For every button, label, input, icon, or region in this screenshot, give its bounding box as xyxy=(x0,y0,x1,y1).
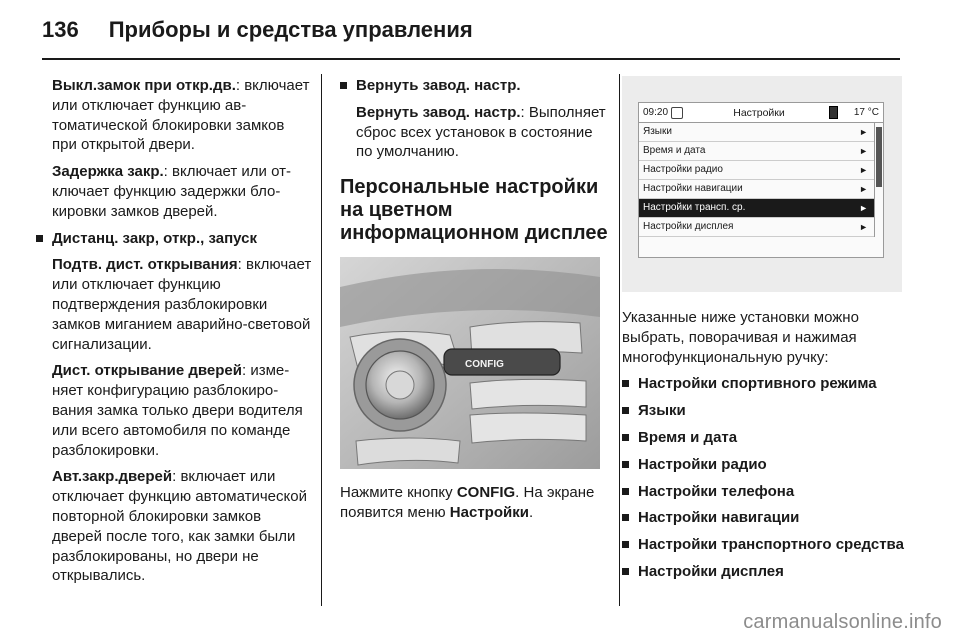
bullet-settings: Настройки дисплея xyxy=(622,562,922,582)
chevron-right-icon: ► xyxy=(859,222,868,232)
control-panel-photo xyxy=(340,257,600,469)
scrollbar-thumb[interactable] xyxy=(876,127,882,187)
column-1 xyxy=(36,76,312,593)
list-item[interactable]: Время и дата ► xyxy=(639,142,874,161)
bullet-factory-reset: Вернуть завод. настр. xyxy=(340,76,610,96)
clock-icon xyxy=(671,107,683,119)
chevron-right-icon: ► xyxy=(859,146,868,156)
bullet-settings: Настройки радио xyxy=(622,455,922,475)
display-screenshot xyxy=(622,76,902,292)
bullet-settings: Время и дата xyxy=(622,428,922,448)
list-item[interactable]: Настройки радио ► xyxy=(639,161,874,180)
screen-status-bar xyxy=(639,103,883,123)
settings-intro: Указанные ниже установки можно выбрать, поворачивая и нажимая многофункциональную ручку: xyxy=(622,309,859,366)
watermark: carmanualsonline.info xyxy=(743,611,942,633)
settings-screen xyxy=(638,102,884,258)
chevron-right-icon: ► xyxy=(859,127,868,137)
header-divider xyxy=(42,58,900,60)
entry-lock-delay: Задержка закр.: включает или отключает функцию задержки блокировки замков дверей. xyxy=(52,163,291,220)
bullet-settings: Настройки транспортного средства xyxy=(622,535,922,555)
screen-scrollbar[interactable] xyxy=(874,123,883,237)
entry-auto-lock: Авт.закр.дверей: включает или отключает функцию автоматической повторной блокировки замков дверей после того, как замки были разблокированы, но двери не открывались. xyxy=(52,468,307,585)
column-3 xyxy=(622,76,922,589)
list-item[interactable]: Языки ► xyxy=(639,123,874,142)
column-2 xyxy=(340,76,610,530)
chevron-right-icon: ► xyxy=(859,203,868,213)
chevron-right-icon: ► xyxy=(859,165,868,175)
config-button-label: CONFIG xyxy=(465,359,504,371)
list-item[interactable]: Настройки дисплея ► xyxy=(639,218,874,237)
column-divider-1 xyxy=(321,74,322,606)
instruction-config: Нажмите кнопку CONFIG. На экране появится меню Настройки. xyxy=(340,484,595,521)
bullet-settings: Настройки навигации xyxy=(622,508,922,528)
phone-icon xyxy=(829,106,838,119)
control-panel-illustration xyxy=(340,257,600,469)
section-heading: Персональные настройки на цветном информационном дисплее xyxy=(340,176,608,245)
page-title: Приборы и средства управления xyxy=(108,17,473,42)
list-item[interactable]: Настройки навигации ► xyxy=(639,180,874,199)
entry-factory-reset: Вернуть завод. настр.: Выполняет сброс всех установок в состояние по умолчанию. xyxy=(356,103,606,161)
chevron-right-icon: ► xyxy=(859,184,868,194)
screen-time: 09:20 xyxy=(643,106,669,118)
bullet-remote: Дистанц. закр, откр., запуск xyxy=(36,229,312,249)
entry-remote-doors: Дист. открывание дверей: изменяет конфигурацию разблокирования замка только двери водителя или всего автомобиля по команде разблокировки. xyxy=(52,362,303,459)
bullet-settings: Языки xyxy=(622,401,922,421)
page-number: 136 xyxy=(42,17,79,42)
bullet-settings: Настройки телефона xyxy=(622,482,922,502)
entry-remote-confirm: Подтв. дист. открывания: включает или отключает функцию подтверждения разблокировки замков миганием аварийно-световой сигнализации. xyxy=(52,256,312,353)
entry-lock-open-door: Выкл.замок при откр.дв.: включает или отключает функцию автоматической блокировки замков при открытой двери. xyxy=(52,77,310,154)
bullet-settings: Настройки спортивного режима xyxy=(622,374,922,394)
page-header xyxy=(42,10,473,50)
screen-title: Настройки xyxy=(733,106,785,119)
list-item-selected[interactable]: Настройки трансп. ср. ► xyxy=(639,199,874,218)
screen-menu xyxy=(639,123,883,237)
screen-temperature: 17 °C xyxy=(853,106,879,118)
column-divider-2 xyxy=(619,74,620,606)
